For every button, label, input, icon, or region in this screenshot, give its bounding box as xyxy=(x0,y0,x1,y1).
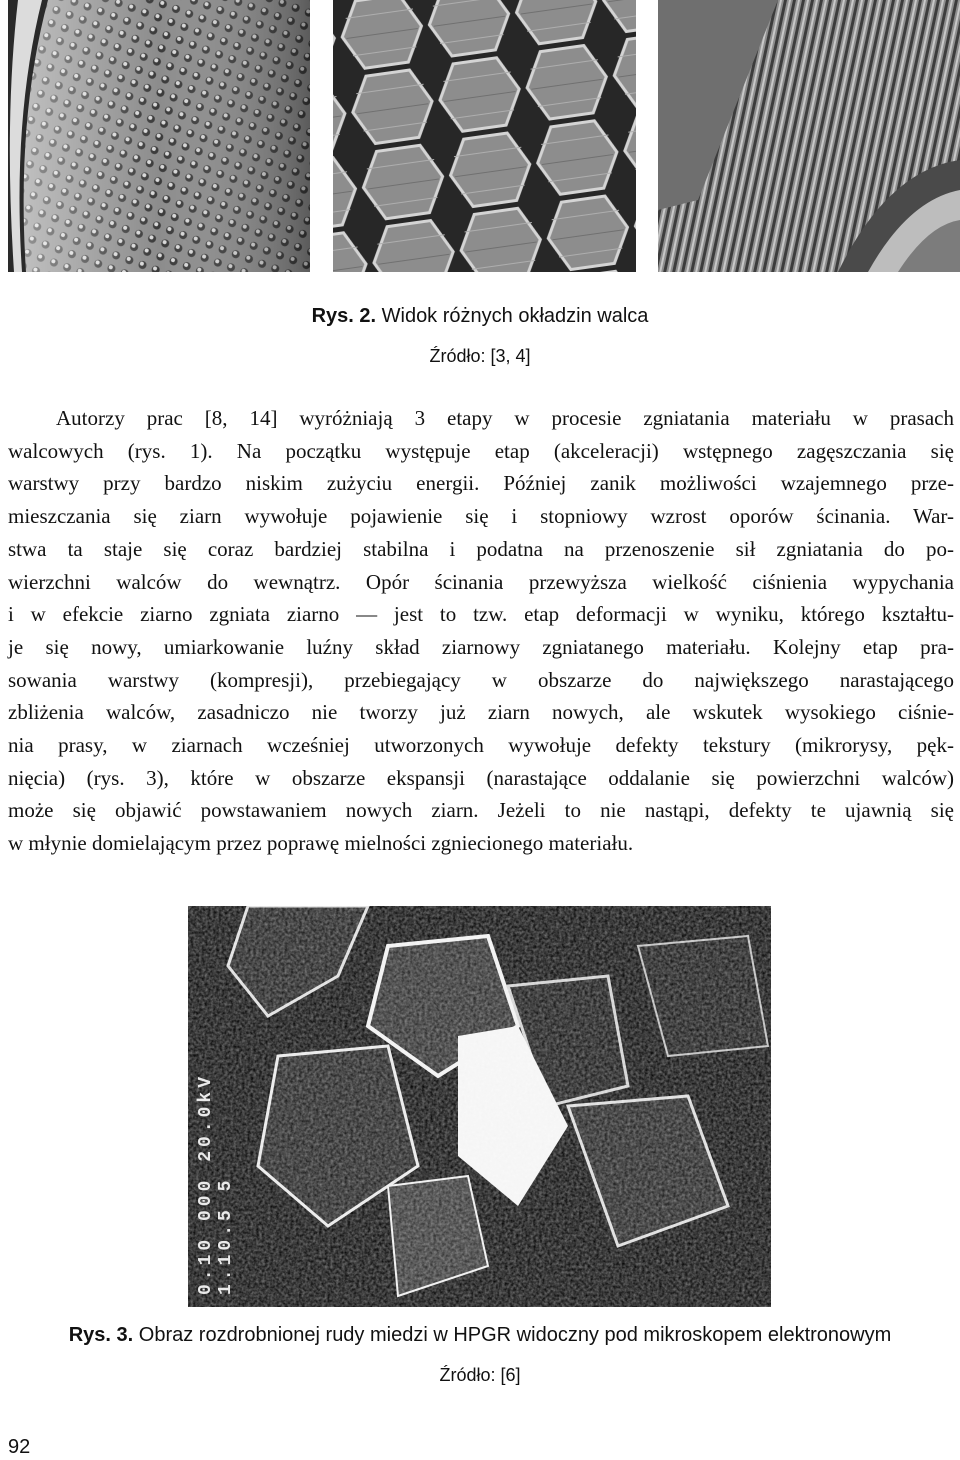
micrograph-scale-label: 0.10 000 20.0kV 1.10.5 5 xyxy=(196,1072,236,1295)
paragraph-line: wierzchni walców do wewnątrz. Opór ścinania przewyższa wielkość ciśnienia wypychania xyxy=(8,569,954,594)
figure-2-caption-text: Widok różnych okładzin walca xyxy=(376,305,649,327)
body-paragraph xyxy=(8,402,954,860)
page-number: 92 xyxy=(8,1436,31,1458)
figure-2-caption xyxy=(0,304,960,328)
electron-micrograph xyxy=(188,906,771,1307)
paragraph-line: je się nowy, umiarkowanie luźny skład ziarnowy zgniatanego materiału. Kolejny etap pra- xyxy=(8,634,954,659)
figure-2-label: Rys. 2. xyxy=(311,305,377,327)
paragraph-line: w młynie domielającym przez poprawę mielności zgniecionego materiału. xyxy=(8,831,634,856)
figure-3-source: Źródło: [6] xyxy=(439,1365,521,1385)
roller-photos-row xyxy=(0,0,960,272)
paragraph-line: zbliżenia walców, zasadniczo nie tworzy już ziarn nowych, ale wskutek wysokiego ciśnie- xyxy=(8,700,954,725)
paragraph-line: i w efekcie ziarno zgniata ziarno — jest to tzw. etap deformacji w wyniku, którego kształtu- xyxy=(8,602,954,627)
paragraph-line: sowania warstwy (kompresji), przebiegający w obszarze do największego narastającego xyxy=(8,667,954,692)
grooved-roller-photo xyxy=(658,0,960,272)
paragraph-line: nia prasy, w ziarnach wcześniej utworzonych wywołuje defekty tekstury (mikrorysy, pęk- xyxy=(8,733,954,758)
studded-roller-photo xyxy=(8,0,310,272)
figure-3-caption xyxy=(0,1323,960,1347)
paragraph-line: warstwy przy bardzo niskim zużyciu energii. Później zanik możliwości wzajemnego prze- xyxy=(8,471,954,496)
hexagonal-roller-photo xyxy=(333,0,636,272)
figure-3-label: Rys. 3. xyxy=(68,1324,134,1346)
figure-2-source: Źródło: [3, 4] xyxy=(429,346,531,366)
figure-3-caption-text: Obraz rozdrobnionej rudy miedzi w HPGR widoczny pod mikroskopem elektronowym xyxy=(133,1324,892,1346)
paragraph-line: nięcia) (rys. 3), które w obszarze ekspansji (narastające oddalanie się powierzchni walców) xyxy=(8,765,954,790)
paragraph-line: walcowych (rys. 1). Na początku występuje etap (akceleracji) wstępnego zagęszczania się xyxy=(8,438,954,463)
paragraph-line: może się objawić powstawaniem nowych ziarn. Jeżeli to nie nastąpi, defekty te ujawnią się xyxy=(8,798,954,823)
paragraph-line: stwa ta staje się coraz bardziej stabilna i podatna na przenoszenie sił zgniatania do po- xyxy=(8,536,954,561)
paragraph-line: Autorzy prac [8, 14] wyróżniają 3 etapy w procesie zgniatania materiału w prasach xyxy=(56,406,954,430)
paragraph-line: mieszczania się ziarn wywołuje pojawienie się i stopniowy wzrost oporów ścinania. War- xyxy=(8,504,954,529)
